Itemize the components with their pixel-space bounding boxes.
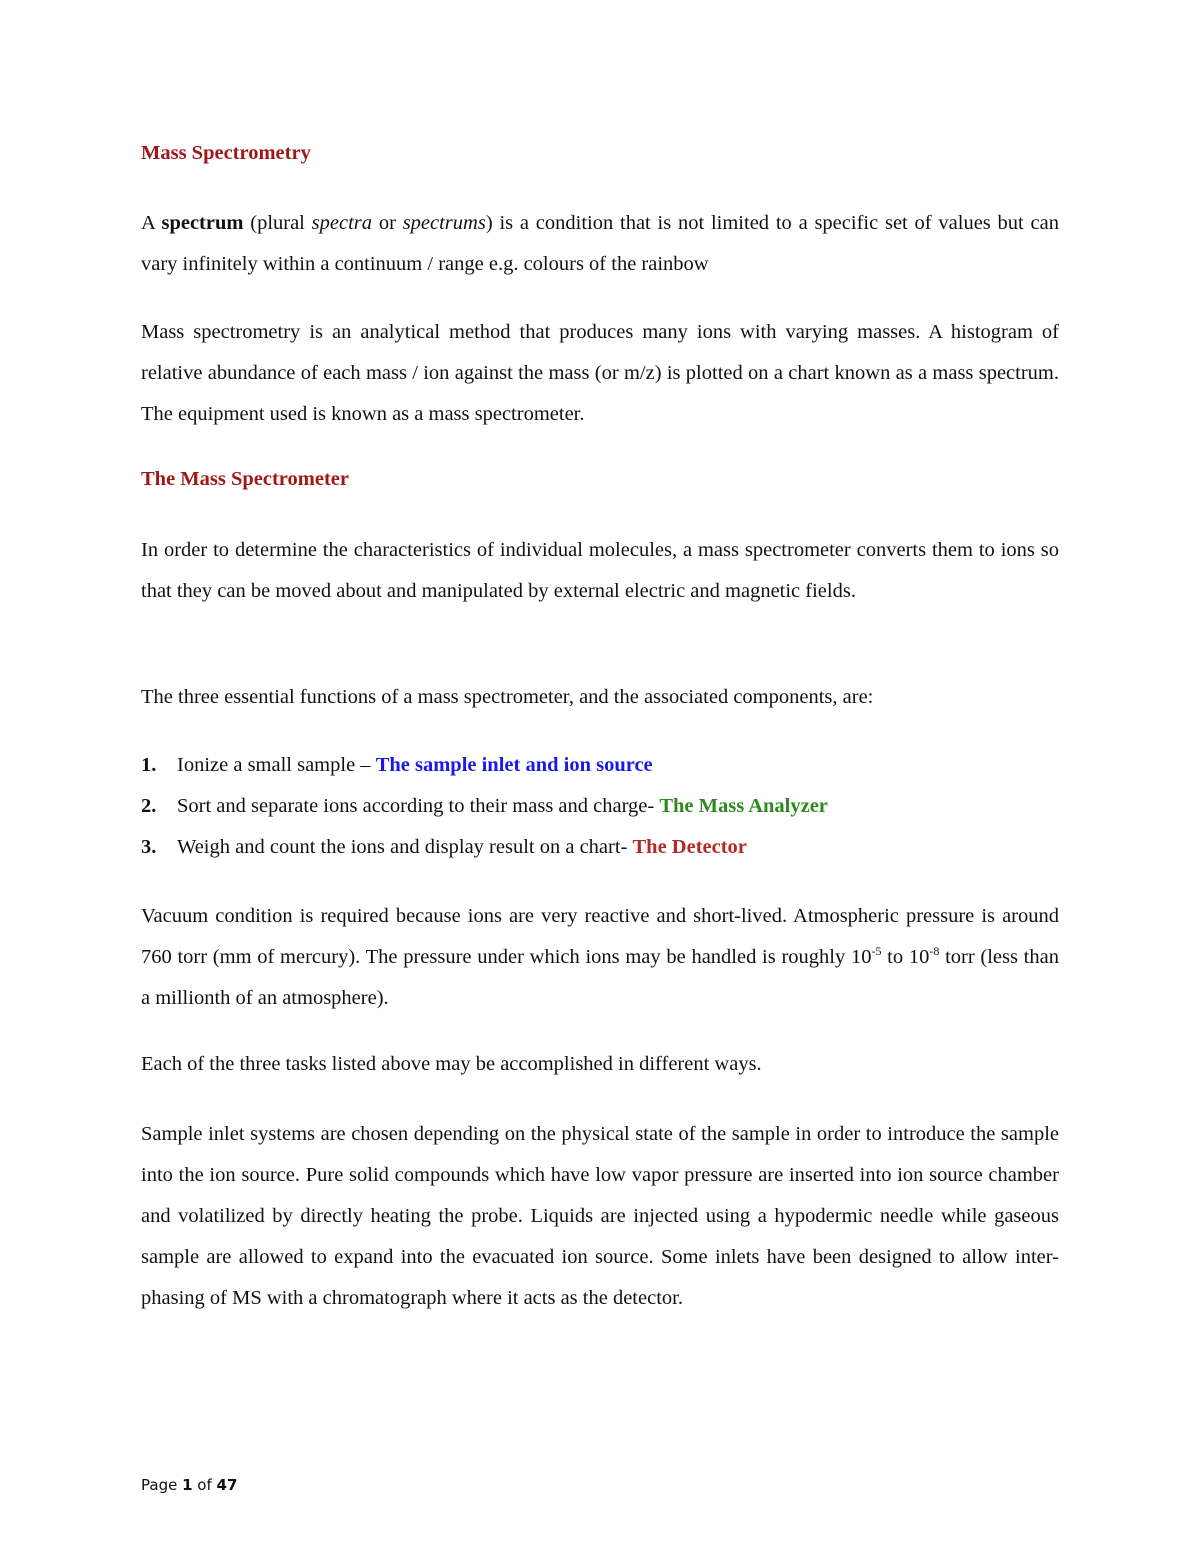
- intro-term: spectrum: [161, 212, 244, 234]
- item-number: 2.: [141, 795, 157, 817]
- vacuum-text-c: torr (less than a millionth of an atmosphere).: [141, 946, 1059, 1009]
- section-heading: The Mass Spectrometer: [141, 468, 349, 490]
- item-text: Ionize a small sample –: [177, 754, 376, 776]
- mass-spectrometry-paragraph: Mass spectrometry is an analytical method that produces many ions with varying masses. A histogram of relative abundance of each mass / ion against the mass (or m/z) is plotted on a chart known as a mass spectrum. The equipment used is known as a mass spectrometer.: [141, 321, 1059, 425]
- function-item-1: [141, 754, 653, 777]
- intro-text-3: ) is a condition that is not limited to a specific set of values but can vary infinitely within a continuum / range e.g. colours of the rainbow: [141, 212, 1059, 275]
- function-item-3: [141, 836, 747, 859]
- inlet-paragraph: Sample inlet systems are chosen depending on the physical state of the sample in order to introduce the sample into the ion source. Pure solid compounds which have low vapor pressure are inserted into ion source chamber and volatilized by directly heating the probe. Liquids are injected using a hypodermic needle while gaseous sample are allowed to expand into the evacuated ion source. Some inlets have been designed to allow inter-phasing of MS with a chromatograph where it acts as the detector.: [141, 1123, 1059, 1309]
- intro-plural-1: spectra: [311, 212, 373, 234]
- conversion-paragraph: In order to determine the characteristics of individual molecules, a mass spectrometer converts them to ions so that they can be moved about and manipulated by external electric and magnetic fields.: [141, 539, 1059, 602]
- footer-page-number: 1: [182, 1476, 193, 1494]
- intro-lead: A: [141, 212, 162, 234]
- item-text: Sort and separate ions according to their mass and charge-: [177, 795, 660, 817]
- item-component: The Detector: [632, 836, 747, 858]
- item-component: The Mass Analyzer: [659, 795, 828, 817]
- intro-text-1: (plural: [243, 212, 312, 234]
- item-number: 3.: [141, 836, 157, 858]
- page-title: Mass Spectrometry: [141, 142, 311, 164]
- item-component: The sample inlet and ion source: [375, 754, 653, 776]
- exponent-2: -8: [929, 944, 940, 958]
- page-footer: [141, 1476, 237, 1494]
- vacuum-paragraph: [141, 896, 1059, 1019]
- function-item-2: [141, 795, 828, 818]
- footer-page-label: Page: [141, 1476, 183, 1494]
- functions-intro: The three essential functions of a mass spectrometer, and the associated components, are:: [141, 686, 874, 708]
- vacuum-text-a: Vacuum condition is required because ions are very reactive and short-lived. Atmospheric pressure is around 760 torr (mm of mercury). The pressure under which ions may be handled is roughly 10: [141, 905, 1059, 968]
- intro-plural-2: spectrums: [402, 212, 486, 234]
- item-text: Weigh and count the ions and display result on a chart-: [177, 836, 633, 858]
- footer-page-total: 47: [216, 1476, 238, 1494]
- vacuum-text-b: to 10: [881, 946, 930, 968]
- item-number: 1.: [141, 754, 157, 776]
- intro-text-2: or: [372, 212, 403, 234]
- intro-paragraph: [141, 203, 1059, 285]
- footer-of-label: of: [192, 1476, 217, 1494]
- tasks-paragraph: Each of the three tasks listed above may be accomplished in different ways.: [141, 1053, 762, 1075]
- exponent-1: -5: [871, 944, 882, 958]
